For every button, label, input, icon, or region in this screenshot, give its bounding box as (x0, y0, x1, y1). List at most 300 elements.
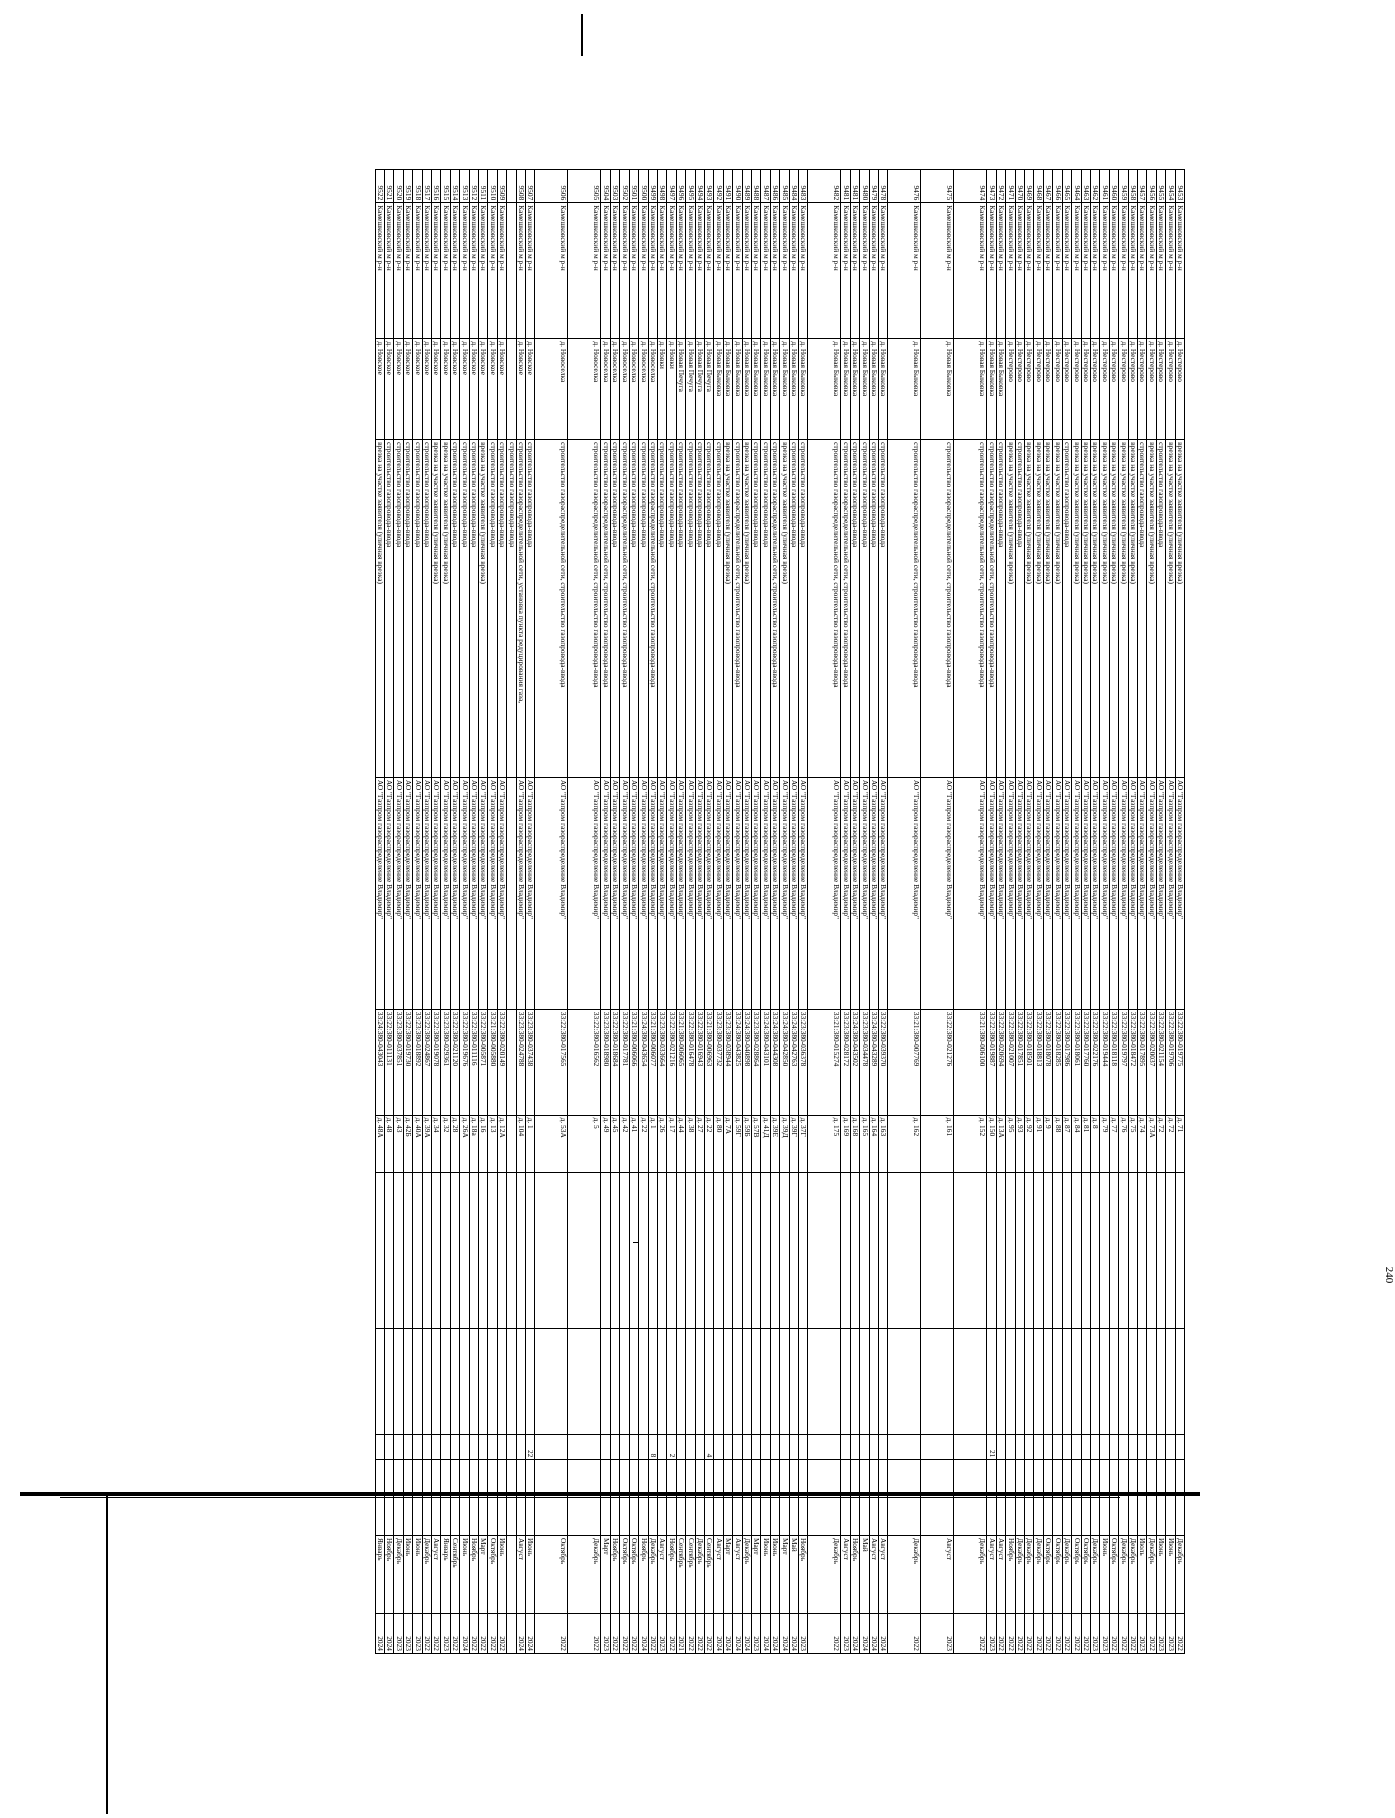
cell-cad: 33:21:380-005880 (488, 1009, 497, 1115)
cell-house: д. 22 (704, 1115, 713, 1172)
cell-count (620, 1435, 629, 1460)
cell-org: АО "Газпром газораспределение Владимир" (996, 777, 1005, 1009)
cell-cad: 33:22:380-005871 (479, 1009, 488, 1115)
cell-district: Камешковский м р-н (413, 203, 422, 339)
cell-count (869, 1435, 878, 1460)
cell-place: д. Нестерово (1015, 339, 1024, 440)
cell-work: врезка на участке заявителя (уличная врезка) (432, 440, 441, 778)
cell-cad: 33:23:380-018980 (601, 1009, 610, 1115)
cell-house: д. 41Д (761, 1115, 770, 1172)
cell-place: д. Нестерово (1128, 339, 1137, 440)
cell-place: д. Новая Быковка (733, 339, 742, 440)
cell-cad: 33:22:380-011116 (469, 1009, 478, 1115)
table-row (869, 170, 878, 1654)
cell-year: 2022 (1006, 1613, 1015, 1653)
cell-month: Август (879, 1535, 888, 1613)
cell-work: врезка на участке заявителя (уличная врезка) (723, 440, 732, 778)
scan-edge-post (106, 1492, 108, 1814)
table-row (1015, 170, 1024, 1654)
cell-year: 2024 (733, 1613, 742, 1653)
cell-empty (1090, 1173, 1099, 1329)
table-row (761, 170, 770, 1654)
cell-count (1043, 1435, 1052, 1460)
cell-month: Октябрь (620, 1535, 629, 1613)
cell-org: АО "Газпром газораспределение Владимир" (987, 777, 996, 1009)
cell-empty (1015, 1329, 1024, 1435)
cell-month: Август (714, 1535, 723, 1613)
cell-n: 9478 (879, 170, 888, 203)
cell-month: Декабрь (1015, 1535, 1024, 1613)
table-row (841, 170, 850, 1654)
cell-year: 2024 (375, 1613, 384, 1653)
cell-empty (413, 1329, 422, 1435)
cell-empty (375, 1173, 384, 1329)
cell-district: Камешковский м р-н (695, 203, 704, 339)
cell-empty (704, 1329, 713, 1435)
scan-edge-line (20, 1492, 1200, 1496)
cell-house: д. 49 (601, 1115, 610, 1172)
cell-month: Октябрь (1053, 1535, 1062, 1613)
cell-house: д. 39Г (789, 1115, 798, 1172)
cell-year: 2024 (723, 1613, 732, 1653)
cell-empty (375, 1329, 384, 1435)
cell-org: АО "Газпром газораспределение Владимир" (1015, 777, 1024, 1009)
cell-count (1137, 1435, 1146, 1460)
cell-org: АО "Газпром газораспределение Владимир" (568, 777, 601, 1009)
cell-count (695, 1435, 704, 1460)
cell-district: Камешковский м р-н (667, 203, 676, 339)
cell-district: Камешковский м р-н (460, 203, 469, 339)
cell-district: Камешковский м р-н (639, 203, 648, 339)
cell-place: д. Нестерово (1147, 339, 1156, 440)
cell-month: Ноябрь (639, 1535, 648, 1613)
table-row (714, 170, 723, 1654)
cell-month: Декабрь (1147, 1535, 1156, 1613)
cell-empty (441, 1173, 450, 1329)
cell-month: Март (723, 1535, 732, 1613)
cell-count (1147, 1435, 1156, 1460)
cell-month: Ноябрь (850, 1535, 859, 1613)
cell-org: АО "Газпром газораспределение Владимир" (639, 777, 648, 1009)
cell-house: д. 75 (1128, 1115, 1137, 1172)
cell-count (733, 1435, 742, 1460)
cell-house: д. 152 (954, 1115, 987, 1172)
cell-month: Июнь (413, 1535, 422, 1613)
cell-org: АО "Газпром газораспределение Владимир" (1072, 777, 1081, 1009)
cell-n: 9467 (1043, 170, 1052, 203)
table-row (657, 170, 666, 1654)
cell-count: 2 (667, 1435, 676, 1460)
cell-empty (413, 1173, 422, 1329)
cell-district: Камешковский м р-н (488, 203, 497, 339)
cell-house: д. 74 (1137, 1115, 1146, 1172)
cell-empty (789, 1329, 798, 1435)
cell-year: 2023 (752, 1613, 761, 1653)
cell-district: Камешковский м р-н (469, 203, 478, 339)
cell-org: АО "Газпром газораспределение Владимир" (1137, 777, 1146, 1009)
cell-place: д. Новая Быковка (808, 339, 841, 440)
cell-year: 2023 (1156, 1613, 1165, 1653)
cell-empty (385, 1173, 394, 1329)
table-row (620, 170, 629, 1654)
cell-month: Ноябрь (610, 1535, 619, 1613)
cell-n: 9460 (1109, 170, 1118, 203)
cell-empty (1090, 1329, 1099, 1435)
cell-count (1156, 1435, 1165, 1460)
cell-district: Камешковский м р-н (1137, 203, 1146, 339)
cell-house: д. 22 (639, 1115, 648, 1172)
cell-n: 9516 (432, 170, 441, 203)
cell-year: 2024 (714, 1613, 723, 1653)
table-row (1081, 170, 1090, 1654)
cell-count (479, 1435, 488, 1460)
cell-year: 2023 (1166, 1613, 1175, 1653)
cell-count (413, 1435, 422, 1460)
cell-org: АО "Газпром газораспределение Владимир" (714, 777, 723, 1009)
cell-work: строительство газораспределительной сети, строительство газопровода-ввода (733, 440, 742, 778)
cell-district: Камешковский м р-н (1147, 203, 1156, 339)
cell-org: АО "Газпром газораспределение Владимир" (413, 777, 422, 1009)
cell-house: д. 164 (869, 1115, 878, 1172)
cell-empty (1062, 1173, 1071, 1329)
table-row (987, 170, 996, 1654)
cell-n: 9483 (799, 170, 808, 203)
cell-month: Октябрь (535, 1535, 568, 1613)
cell-district: Камешковский м р-н (841, 203, 850, 339)
table-row (432, 170, 441, 1654)
cell-empty (761, 1329, 770, 1435)
cell-house: д. 95 (1006, 1115, 1015, 1172)
cell-year: 2022 (620, 1613, 629, 1653)
cell-place: д. Новское (413, 339, 422, 440)
cell-cad: 33:22:380-018061 (1072, 1009, 1081, 1115)
cell-n: 9487 (761, 170, 770, 203)
cell-year: 2023 (987, 1613, 996, 1653)
cell-district: Камешковский м р-н (1166, 203, 1175, 339)
table-row (469, 170, 478, 1654)
cell-district: Камешковский м р-н (780, 203, 789, 339)
cell-place: д. Нестерово (1053, 339, 1062, 440)
cell-n: 9481 (841, 170, 850, 203)
table-body (375, 170, 1184, 1654)
cell-empty (601, 1329, 610, 1435)
cell-empty (869, 1329, 878, 1435)
cell-place: д. Новая Быковка (789, 339, 798, 440)
cell-empty (780, 1173, 789, 1329)
cell-cad: 33:23:380-034478 (860, 1009, 869, 1115)
cell-month: Июнь (526, 1535, 535, 1613)
cell-work: строительство газопровода-ввода (714, 440, 723, 778)
cell-empty (799, 1173, 808, 1329)
cell-district: Камешковский м р-н (648, 203, 657, 339)
cell-place (507, 339, 516, 440)
cell-empty (460, 1173, 469, 1329)
cell-work: врезка на участке заявителя (уличная врезка) (1081, 440, 1090, 778)
cell-empty (841, 1173, 850, 1329)
cell-place: д. Новское (394, 339, 403, 440)
cell-year: 2023 (841, 1613, 850, 1653)
cell-cad: 33:24:380-042763 (789, 1009, 798, 1115)
cell-empty (1119, 1460, 1128, 1536)
cell-count (601, 1435, 610, 1460)
cell-work: врезка на участке заявителя (уличная врезка) (742, 440, 751, 778)
cell-empty (1137, 1329, 1146, 1435)
cell-work: строительство газораспределительной сети, установка пункта редуцирования газа, (516, 440, 525, 778)
cell-empty (648, 1329, 657, 1435)
cell-house: д. 27 (695, 1115, 704, 1172)
cell-cad: 33:21:380-006077 (648, 1009, 657, 1115)
cell-count (441, 1435, 450, 1460)
cell-org: АО "Газпром газораспределение Владимир" (789, 777, 798, 1009)
cell-place: д. Новая Быковка (860, 339, 869, 440)
cell-place: д. Нестерово (1043, 339, 1052, 440)
cell-org: АО "Газпром газораспределение Владимир" (1147, 777, 1156, 1009)
cell-month: Октябрь (488, 1535, 497, 1613)
cell-district: Камешковский м р-н (799, 203, 808, 339)
cell-org: АО "Газпром газораспределение Владимир" (1119, 777, 1128, 1009)
cell-house: д. 81 (1081, 1115, 1090, 1172)
cell-empty (1015, 1173, 1024, 1329)
table-row (752, 170, 761, 1654)
cell-empty (686, 1173, 695, 1329)
cell-district: Камешковский м р-н (1119, 203, 1128, 339)
cell-cad: 33:23:380-028172 (841, 1009, 850, 1115)
cell-work: врезка на участке заявителя (уличная врезка) (1006, 440, 1015, 778)
cell-house: д. 40А (413, 1115, 422, 1172)
cell-cad: 33:22:380-017781 (620, 1009, 629, 1115)
cell-empty (568, 1173, 601, 1329)
cell-district: Камешковский м р-н (921, 203, 954, 339)
cell-empty (620, 1329, 629, 1435)
cell-place: д. Новоселка (620, 339, 629, 440)
cell-district: Камешковский м р-н (1025, 203, 1034, 339)
table-row (413, 170, 422, 1654)
cell-house: д. 168 (850, 1115, 859, 1172)
cell-month: Март (601, 1535, 610, 1613)
cell-count (488, 1435, 497, 1460)
cell-cad: 33:24:380-043825 (733, 1009, 742, 1115)
cell-work: строительство газораспределительной сети, строительство газопровода-ввода (568, 440, 601, 778)
cell-district: Камешковский м р-н (403, 203, 412, 339)
cell-year: 2023 (1090, 1613, 1099, 1653)
cell-org: АО "Газпром газораспределение Владимир" (629, 777, 638, 1009)
cell-empty (403, 1329, 412, 1435)
cell-month (507, 1535, 516, 1613)
cell-count (1081, 1435, 1090, 1460)
cell-house: д. 39А (422, 1115, 431, 1172)
cell-place: д. Новая Быковка (752, 339, 761, 440)
cell-empty (469, 1329, 478, 1435)
cell-house: д. 39Д (780, 1115, 789, 1172)
cell-cad: 33:22:380-018118 (1109, 1009, 1118, 1115)
cell-place: д. Новая Быковка (921, 339, 954, 440)
cell-month: Сентябрь (704, 1535, 713, 1613)
cell-n: 9508 (516, 170, 525, 203)
cell-house: д. 175 (808, 1115, 841, 1172)
cell-month: Октябрь (1081, 1535, 1090, 1613)
cell-n: 9474 (954, 170, 987, 203)
cell-n: 9464 (1072, 170, 1081, 203)
cell-year: 2022 (535, 1613, 568, 1653)
cell-cad: 33:21:380-006065 (676, 1009, 685, 1115)
cell-work: строительство газопровода-ввода (704, 440, 713, 778)
cell-year: 2022 (1081, 1613, 1090, 1653)
cell-empty (526, 1173, 535, 1329)
cell-empty (1147, 1460, 1156, 1536)
table-row (667, 170, 676, 1654)
cell-district: Камешковский м р-н (850, 203, 859, 339)
cell-org: АО "Газпром газораспределение Владимир" (1109, 777, 1118, 1009)
cell-place: д. Нестерово (1137, 339, 1146, 440)
cell-district: Камешковский м р-н (1081, 203, 1090, 339)
cell-work: врезка на участке заявителя (уличная врезка) (1119, 440, 1128, 778)
cell-cad: 33:22:380-021007 (1006, 1009, 1015, 1115)
cell-empty (733, 1173, 742, 1329)
cell-year: 2022 (1109, 1613, 1118, 1653)
cell-empty (954, 1329, 987, 1435)
cell-empty (610, 1329, 619, 1435)
cell-n: 9461 (1100, 170, 1109, 203)
cell-year: 2022 (497, 1613, 506, 1653)
cell-n: 9462 (1090, 170, 1099, 203)
cell-year: 2023 (441, 1613, 450, 1653)
cell-cad: 33:22:380-024867 (422, 1009, 431, 1115)
cell-place: д. Новая Быковка (723, 339, 732, 440)
cell-n: 9480 (860, 170, 869, 203)
cell-count: 4 (704, 1435, 713, 1460)
table-row (479, 170, 488, 1654)
cell-empty (394, 1329, 403, 1435)
cell-cad: 33:22:380-020694 (996, 1009, 1005, 1115)
cell-house: д. 163 (879, 1115, 888, 1172)
cell-work: врезка на участке заявителя (уличная врезка) (1100, 440, 1109, 778)
table-row (394, 170, 403, 1654)
cell-house: д. 45 (610, 1115, 619, 1172)
cell-empty (704, 1173, 713, 1329)
cell-work: врезка на участке заявителя (уличная врезка) (1072, 440, 1081, 778)
cell-district: Камешковский м р-н (432, 203, 441, 339)
scan-edge-line-thin (60, 1497, 1120, 1498)
cell-district: Камешковский м р-н (657, 203, 666, 339)
cell-empty (954, 1173, 987, 1329)
cell-house: д. 77 (1109, 1115, 1118, 1172)
cell-org: АО "Газпром газораспределение Владимир" (394, 777, 403, 1009)
cell-place: д. Новая Быковка (954, 339, 987, 440)
cell-work: строительство газопровода-ввода (879, 440, 888, 778)
cell-house: д. 91 (1034, 1115, 1043, 1172)
cell-n: 9506 (535, 170, 568, 203)
cell-year: 2022 (488, 1613, 497, 1653)
cell-year: 2022 (432, 1613, 441, 1653)
cell-house (507, 1115, 516, 1172)
cell-house: д. 161 (921, 1115, 954, 1172)
cell-n: 9468 (1034, 170, 1043, 203)
cell-org: АО "Газпром газораспределение Владимир" (869, 777, 878, 1009)
cell-place: д. Новая Быковка (996, 339, 1005, 440)
cell-year: 2024 (460, 1613, 469, 1653)
cell-empty (516, 1173, 525, 1329)
cell-work: строительство газораспределительной сети, строительство газопровода-ввода (808, 440, 841, 778)
cell-count (1090, 1435, 1099, 1460)
cell-place: д. Новское (526, 339, 535, 440)
cell-month: Ноябрь (799, 1535, 808, 1613)
table-row (629, 170, 638, 1654)
cell-count (676, 1435, 685, 1460)
cell-year: 2022 (1034, 1613, 1043, 1653)
cell-org: АО "Газпром газораспределение Владимир" (526, 777, 535, 1009)
cell-work: строительство газопровода-ввода (996, 440, 1005, 778)
cell-month: Август (733, 1535, 742, 1613)
cell-month: Декабрь (1119, 1535, 1128, 1613)
table-row (1025, 170, 1034, 1654)
cell-org: АО "Газпром газораспределение Владимир" (535, 777, 568, 1009)
cell-empty (629, 1173, 638, 1329)
cell-house: д. 48 (385, 1115, 394, 1172)
cell-count (841, 1435, 850, 1460)
cell-house: д. 12А (497, 1115, 506, 1172)
cell-place: д. Новая Быковка (799, 339, 808, 440)
cell-place: д. Новское (441, 339, 450, 440)
cell-empty (422, 1329, 431, 1435)
cell-cad: 33:24:380-043289 (869, 1009, 878, 1115)
cell-place: д. Нестерово (1109, 339, 1118, 440)
cell-n: 9498 (657, 170, 666, 203)
cell-org: АО "Газпром газораспределение Владимир" (921, 777, 954, 1009)
table-row (568, 170, 601, 1654)
cell-count (1100, 1435, 1109, 1460)
cell-org: АО "Газпром газораспределение Владимир" (695, 777, 704, 1009)
cell-org: АО "Газпром газораспределение Владимир" (601, 777, 610, 1009)
cell-cad: 33:23:380-028864 (752, 1009, 761, 1115)
cell-org: АО "Газпром газораспределение Владимир" (1156, 777, 1165, 1009)
table-row (403, 170, 412, 1654)
cell-empty (695, 1173, 704, 1329)
table-row (1100, 170, 1109, 1654)
cell-cad: 33:22:380-039370 (879, 1009, 888, 1115)
cell-empty (733, 1329, 742, 1435)
cell-work: строительство газопровода-ввода (639, 440, 648, 778)
cell-empty (780, 1329, 789, 1435)
cell-empty (667, 1173, 676, 1329)
cell-year: 2022 (996, 1613, 1005, 1653)
cell-count (996, 1435, 1005, 1460)
cell-count (422, 1435, 431, 1460)
cell-work: врезка на участке заявителя (уличная врезка) (1147, 440, 1156, 778)
cell-month: Август (657, 1535, 666, 1613)
cell-org: АО "Газпром газораспределение Владимир" (657, 777, 666, 1009)
cell-empty (422, 1173, 431, 1329)
cell-count (789, 1435, 798, 1460)
cell-place: д. Новая Быковка (841, 339, 850, 440)
cell-count (1072, 1435, 1081, 1460)
table-row (860, 170, 869, 1654)
table-row (516, 170, 525, 1654)
cell-month: Сентябрь (676, 1535, 685, 1613)
cell-district: Камешковский м р-н (869, 203, 878, 339)
cell-district: Камешковский м р-н (752, 203, 761, 339)
cell-org: АО "Газпром газораспределение Владимир" (403, 777, 412, 1009)
cell-place: д. Новское (497, 339, 506, 440)
cell-year: 2023 (403, 1613, 412, 1653)
cell-house: д. 34 (432, 1115, 441, 1172)
cell-house: д. 5 (568, 1115, 601, 1172)
cell-org: АО "Газпром газораспределение Владимир" (497, 777, 506, 1009)
cell-district: Камешковский м р-н (1109, 203, 1118, 339)
cell-empty (723, 1329, 732, 1435)
cell-count (714, 1435, 723, 1460)
cell-empty (1137, 1460, 1146, 1536)
cell-work: строительство газораспределительной сети, строительство газопровода-ввода (601, 440, 610, 778)
